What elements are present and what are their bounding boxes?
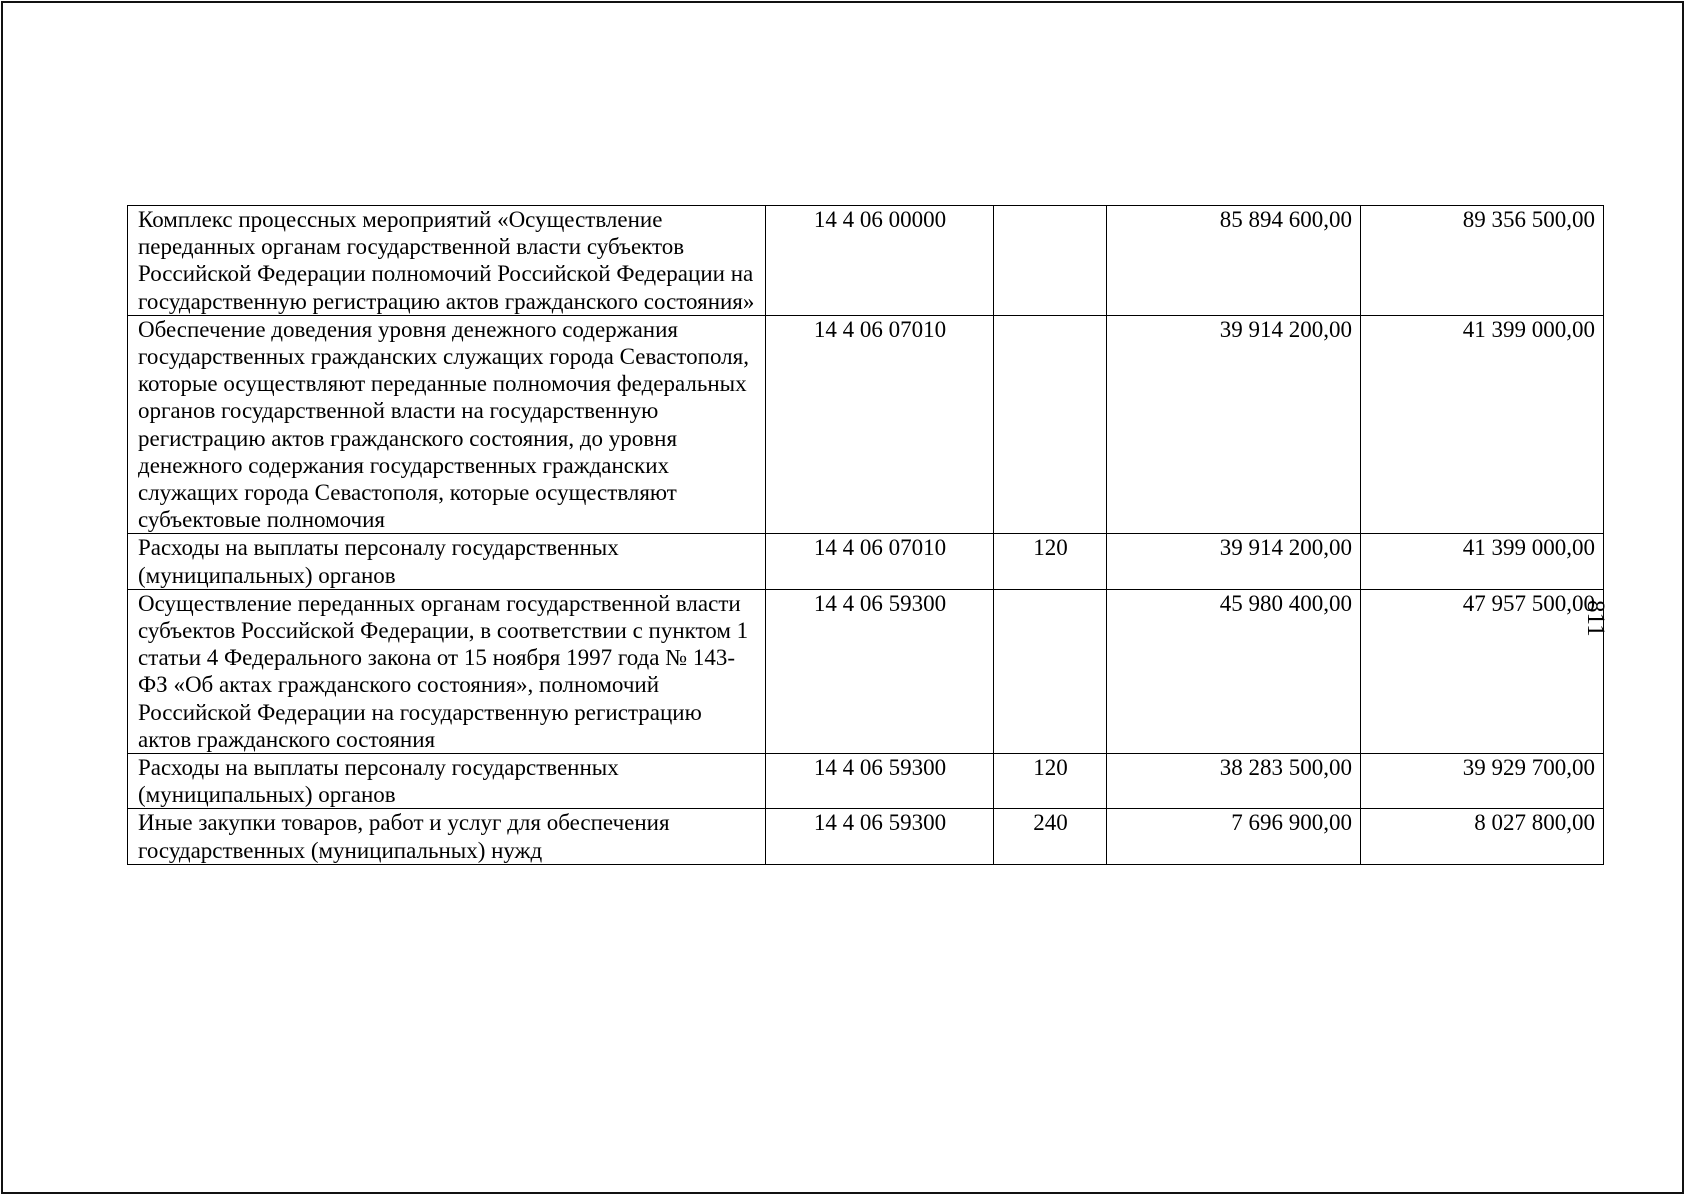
budget-table xyxy=(127,205,1604,865)
table-row xyxy=(128,315,1604,534)
table-row xyxy=(128,809,1604,864)
row-amount-2-cell: 8 027 800,00 xyxy=(1361,809,1604,864)
row-code-cell: 14 4 06 59300 xyxy=(766,754,994,809)
row-amount-1-cell: 45 980 400,00 xyxy=(1107,589,1361,753)
row-amount-2-cell: 41 399 000,00 xyxy=(1361,315,1604,534)
row-name-cell: Иные закупки товаров, работ и услуг для обеспечения государственных (муниципальных) нужд xyxy=(128,809,766,864)
row-name-cell: Расходы на выплаты персоналу государственных (муниципальных) органов xyxy=(128,754,766,809)
row-amount-2-cell: 41 399 000,00 xyxy=(1361,534,1604,589)
row-type-cell xyxy=(994,315,1107,534)
row-amount-1-cell: 38 283 500,00 xyxy=(1107,754,1361,809)
row-name-cell: Комплекс процессных мероприятий «Осуществление переданных органам государственной власти субъектов Российской Федерации полномочий Российской Федерации на государственную регистрацию актов гражданского состояния» xyxy=(128,206,766,316)
row-type-cell xyxy=(994,589,1107,753)
row-code-cell: 14 4 06 07010 xyxy=(766,315,994,534)
table-row xyxy=(128,206,1604,316)
row-amount-1-cell: 39 914 200,00 xyxy=(1107,315,1361,534)
row-type-cell: 240 xyxy=(994,809,1107,864)
row-amount-2-cell: 39 929 700,00 xyxy=(1361,754,1604,809)
table-row xyxy=(128,534,1604,589)
row-name-cell: Расходы на выплаты персоналу государственных (муниципальных) органов xyxy=(128,534,766,589)
row-type-cell: 120 xyxy=(994,754,1107,809)
row-amount-1-cell: 7 696 900,00 xyxy=(1107,809,1361,864)
row-code-cell: 14 4 06 07010 xyxy=(766,534,994,589)
row-type-cell xyxy=(994,206,1107,316)
row-amount-1-cell: 85 894 600,00 xyxy=(1107,206,1361,316)
row-name-cell: Обеспечение доведения уровня денежного содержания государственных гражданских служащих города Севастополя, которые осуществляют переданные полномочия федеральных органов государственной власти на государственную регистрацию актов гражданского состояния, до уровня денежного содержания государственных гражданских служащих города Севастополя, которые осуществляют субъектовые полномочия xyxy=(128,315,766,534)
row-amount-1-cell: 39 914 200,00 xyxy=(1107,534,1361,589)
row-amount-2-cell: 47 957 500,00 xyxy=(1361,589,1604,753)
row-code-cell: 14 4 06 59300 xyxy=(766,809,994,864)
row-code-cell: 14 4 06 59300 xyxy=(766,589,994,753)
row-code-cell: 14 4 06 00000 xyxy=(766,206,994,316)
row-name-cell: Осуществление переданных органам государственной власти субъектов Российской Федерации, в соответствии с пунктом 1 статьи 4 Федерального закона от 15 ноября 1997 года № 143-ФЗ «Об актах гражданского состояния», полномочий Российской Федерации на государственную регистрацию актов гражданского состояния xyxy=(128,589,766,753)
row-type-cell: 120 xyxy=(994,534,1107,589)
row-amount-2-cell: 89 356 500,00 xyxy=(1361,206,1604,316)
page-number: 811 xyxy=(1582,600,1609,637)
table-row xyxy=(128,754,1604,809)
table-row xyxy=(128,589,1604,753)
